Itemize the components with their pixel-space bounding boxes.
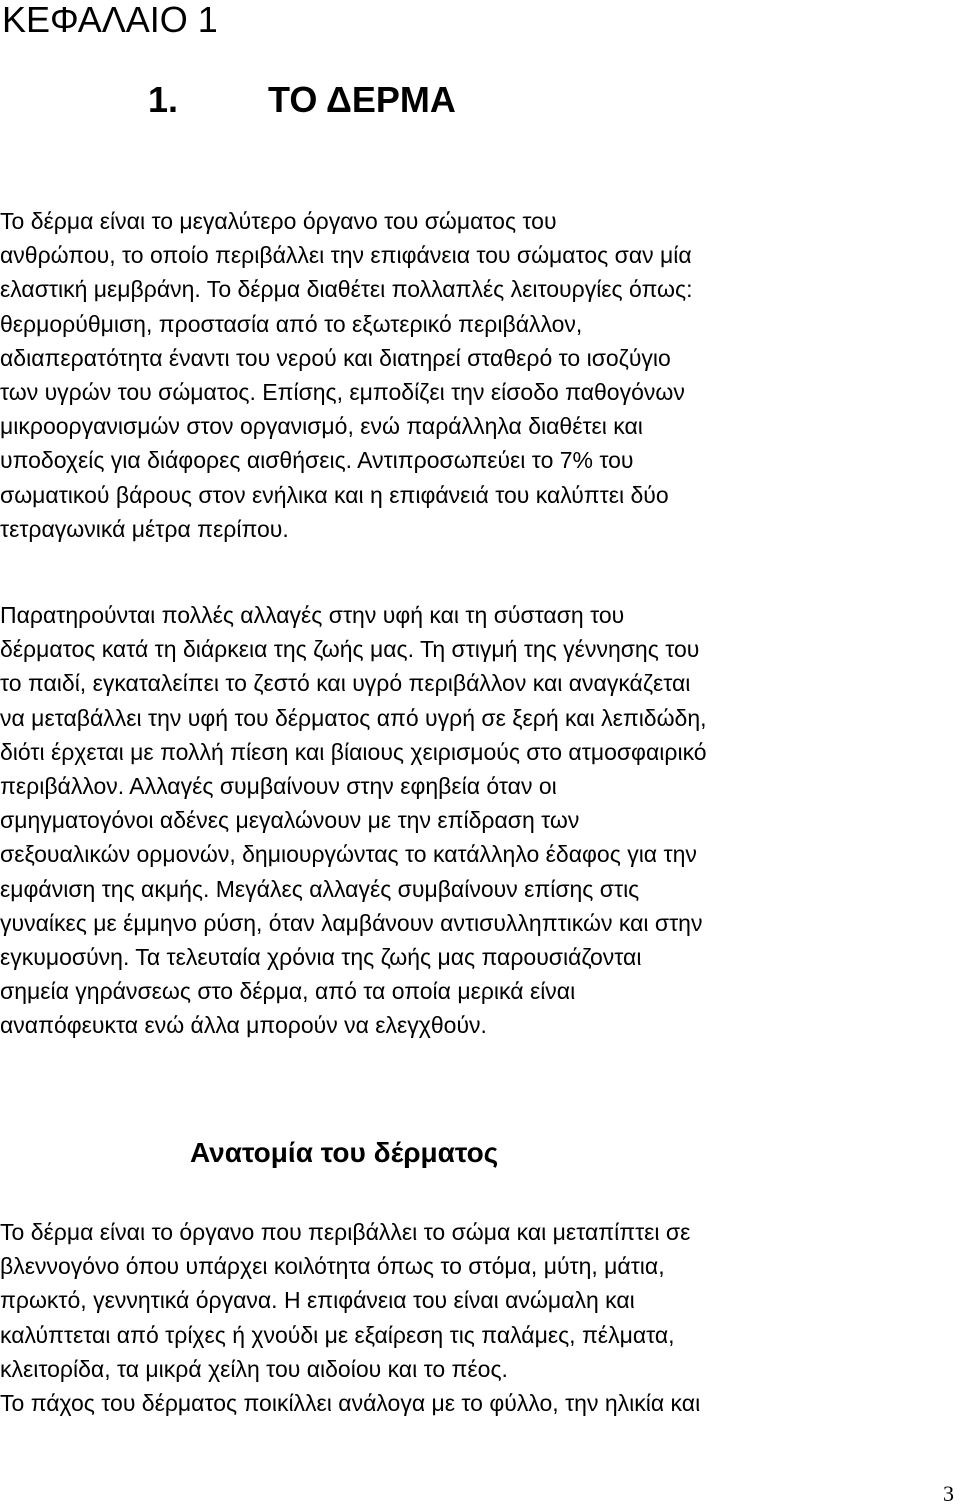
section-title: ΤΟ ΔΕΡΜΑ [268, 79, 456, 120]
section-heading [148, 80, 456, 120]
page-number: 3 [943, 1481, 954, 1506]
body-paragraph-changes: Παρατηρούνται πολλές αλλαγές στην υφή και τη σύσταση του δέρματος κατά τη διάρκεια της ζωής μας. Τη στιγμή της γέννησης του το παιδί, εγκαταλείπει το ζεστό και υγρό περιβάλλον και αναγκάζεται να μεταβάλλει την υφή του δέρματος από υγρή σε ξερή και λεπιδώδη, διότι έρχεται με πολλή πίεση και βίαιους χειρισμούς στο ατμοσφαιρικό περιβάλλον. Αλλαγές συμβαίνουν στην εφηβεία όταν οι σμηγματογόνοι αδένες μεγαλώνουν με την επίδραση των σεξουαλικών ορμονών, δημιουργώντας το κατάλληλο έδαφος για την εμφάνιση της ακμής. Μεγάλες αλλαγές συμβαίνουν επίσης στις γυναίκες με έμμηνο ρύση, όταν λαμβάνουν αντισυλληπτικών και στην εγκυμοσύνη. Τα τελευταία χρόνια της ζωής μας παρουσιάζονται σημεία γηράνσεως στο δέρμα, από τα οποία μερικά είναι αναπόφευκτα ενώ άλλα μπορούν να ελεγχθούν. [0, 602, 707, 1039]
subsection-heading: Ανατομία του δέρματος [190, 1137, 499, 1168]
section-number: 1. [148, 79, 179, 120]
body-paragraph-intro: Το δέρμα είναι το μεγαλύτερο όργανο του σώματος του ανθρώπου, το οποίο περιβάλλει την επιφάνεια του σώματος σαν μία ελαστική μεμβράνη. Το δέρμα διαθέτει πολλαπλές λειτουργίες όπως: θερμορύθμιση, προστασία από το εξωτερικό περιβάλλον, αδιαπερατότητα έναντι του νερού και διατηρεί σταθερό το ισοζύγιο των υγρών του σώματος. Επίσης, εμποδίζει την είσοδο παθογόνων μικροοργανισμών στον οργανισμό, ενώ παράλληλα διαθέτει και υποδοχείς για διάφορες αισθήσεις. Αντιπροσωπεύει το 7% του σωματικού βάρους στον ενήλικα και η επιφάνειά του καλύπτει δύο τετραγωνικά μέτρα περίπου. [0, 208, 693, 542]
body-paragraph-anatomy: Το δέρμα είναι το όργανο που περιβάλλει το σώμα και μεταπίπτει σε βλεννογόνο όπου υπάρχει κοιλότητα όπως το στόμα, μύτη, μάτια, πρωκτό, γεννητικά όργανα. Η επιφάνεια του είναι ανώμαλη και καλύπτεται από τρίχες ή χνούδι με εξαίρεση τις παλάμες, πέλματα, κλειτορίδα, τα μικρά χείλη του αιδοίου και το πέος. Το πάχος του δέρματος ποικίλλει ανάλογα με το φύλλο, την ηλικία και [0, 1219, 701, 1417]
chapter-heading: ΚΕΦΑΛΑΙΟ 1 [2, 0, 218, 40]
